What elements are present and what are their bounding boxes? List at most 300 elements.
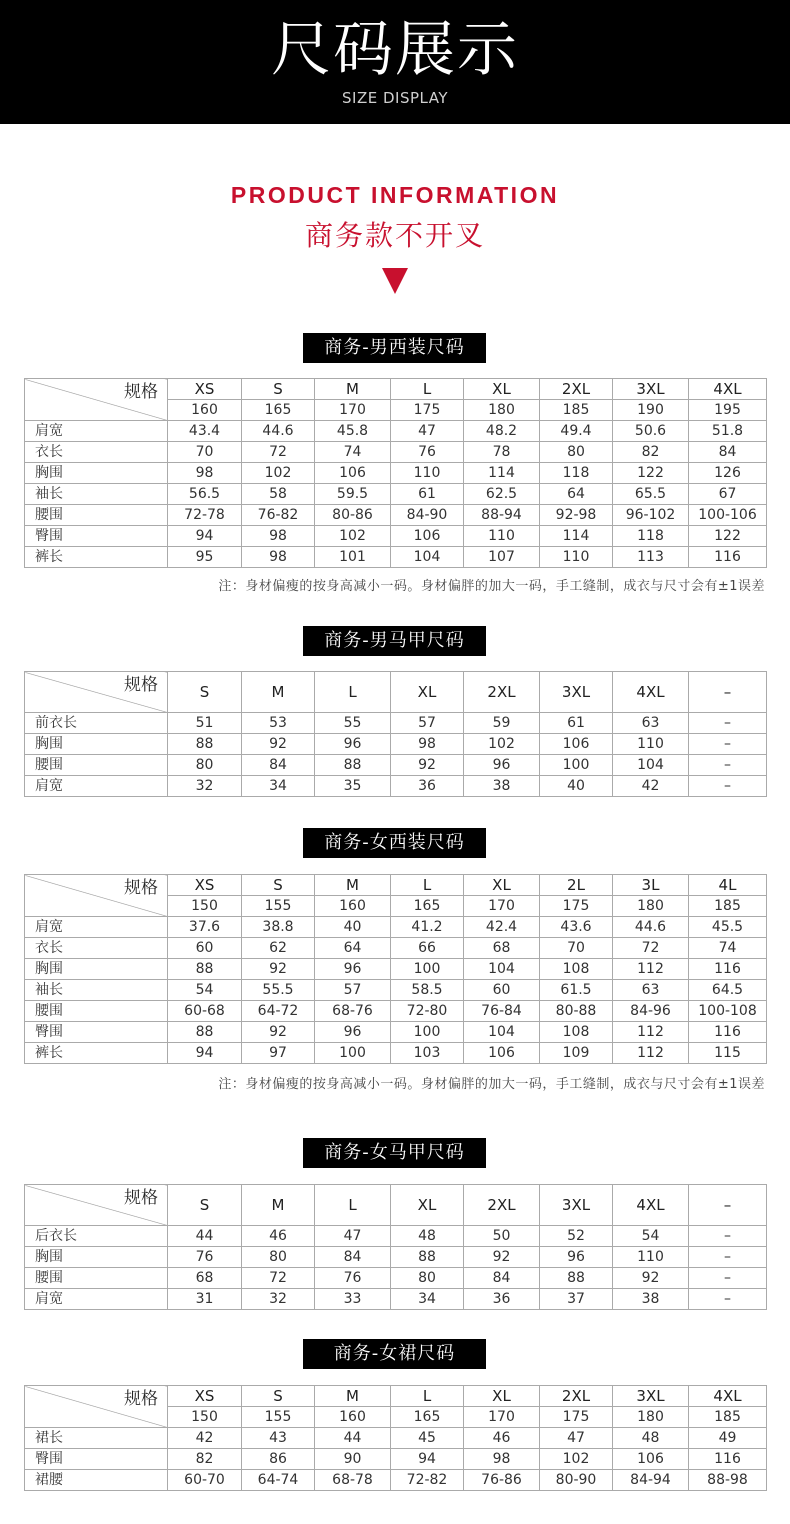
height-cell: 195	[689, 400, 767, 421]
table-cell: 63	[613, 713, 689, 734]
size-header-cell: 2L	[540, 875, 613, 896]
table-cell: 92	[242, 1022, 315, 1043]
table-cell: 112	[613, 1043, 689, 1064]
table-cell: 60	[168, 938, 242, 959]
table-cell: 104	[613, 755, 689, 776]
table-cell: 41.2	[391, 917, 464, 938]
row-label: 前衣长	[25, 713, 168, 734]
table-cell: 100	[540, 755, 613, 776]
table-row	[25, 1428, 767, 1449]
header-row	[25, 379, 767, 400]
page-title: 尺码展示	[271, 15, 519, 85]
table-cell: 43.4	[168, 421, 242, 442]
table-cell: 112	[613, 959, 689, 980]
size-header-cell: 3XL	[540, 672, 613, 713]
table-cell: 88	[168, 734, 242, 755]
table-cell: 68	[168, 1268, 242, 1289]
table-cell: 84-96	[613, 1001, 689, 1022]
table-cell: 86	[242, 1449, 315, 1470]
table-cell: 110	[613, 734, 689, 755]
table-cell: 50.6	[613, 421, 689, 442]
row-label: 裙长	[25, 1428, 168, 1449]
table-cell: 100	[315, 1043, 391, 1064]
table-row	[25, 1268, 767, 1289]
table-cell: 116	[689, 1022, 767, 1043]
table-cell: 98	[168, 463, 242, 484]
section-title-womens-skirt: 商务-女裙尺码	[303, 1339, 486, 1369]
table-cell: 107	[464, 547, 540, 568]
table-cell: 59	[464, 713, 540, 734]
table-cell: 72	[613, 938, 689, 959]
table-cell: 113	[613, 547, 689, 568]
table-cell: 88	[168, 959, 242, 980]
table-cell: 56.5	[168, 484, 242, 505]
row-label: 腰围	[25, 1001, 168, 1022]
table-cell: 60	[464, 980, 540, 1001]
table-cell: 84	[689, 442, 767, 463]
table-cell: 68	[464, 938, 540, 959]
size-header-cell: M	[242, 1185, 315, 1226]
table-cell: 57	[315, 980, 391, 1001]
table-cell: 32	[242, 1289, 315, 1310]
row-label: 臀围	[25, 1022, 168, 1043]
size-header-cell: 2XL	[464, 672, 540, 713]
table-cell: 100	[391, 959, 464, 980]
table-cell: 44.6	[242, 421, 315, 442]
table-cell: 46	[464, 1428, 540, 1449]
table-cell: 45.5	[689, 917, 767, 938]
table-cell: 44	[168, 1226, 242, 1247]
table-cell: 53	[242, 713, 315, 734]
table-cell: 43.6	[540, 917, 613, 938]
table-row	[25, 1470, 767, 1491]
table-cell: 61	[391, 484, 464, 505]
table-cell: 100-106	[689, 505, 767, 526]
womens-suit-size-table	[24, 874, 767, 1064]
title-banner	[0, 0, 790, 124]
spec-label: 规格	[124, 1389, 158, 1409]
table-cell: –	[689, 713, 767, 734]
product-subheading: 商务款不开叉	[304, 219, 485, 252]
table-cell: 104	[391, 547, 464, 568]
table-cell: 47	[540, 1428, 613, 1449]
table-cell: 94	[168, 1043, 242, 1064]
size-header-cell: 4XL	[613, 1185, 689, 1226]
table-cell: 64.5	[689, 980, 767, 1001]
table-cell: 40	[315, 917, 391, 938]
height-cell: 165	[391, 896, 464, 917]
table-cell: 76-84	[464, 1001, 540, 1022]
table-cell: 100	[391, 1022, 464, 1043]
row-label: 肩宽	[25, 1289, 168, 1310]
table-cell: 84-94	[613, 1470, 689, 1491]
table-cell: 47	[315, 1226, 391, 1247]
row-label: 肩宽	[25, 776, 168, 797]
table-cell: 42.4	[464, 917, 540, 938]
table-row	[25, 526, 767, 547]
table-cell: 101	[315, 547, 391, 568]
table-cell: 67	[689, 484, 767, 505]
table-cell: 97	[242, 1043, 315, 1064]
table-cell: 57	[391, 713, 464, 734]
table-cell: 102	[315, 526, 391, 547]
height-cell: 180	[464, 400, 540, 421]
row-label: 后衣长	[25, 1226, 168, 1247]
spec-header-cell	[25, 1185, 168, 1226]
table-cell: 61.5	[540, 980, 613, 1001]
table-cell: 110	[540, 547, 613, 568]
row-label: 裙腰	[25, 1470, 168, 1491]
table-cell: 88-94	[464, 505, 540, 526]
table-cell: 68-76	[315, 1001, 391, 1022]
size-header-cell: 4L	[689, 875, 767, 896]
table-cell: 68-78	[315, 1470, 391, 1491]
size-header-cell: 4XL	[689, 1386, 767, 1407]
size-header-cell: 2XL	[464, 1185, 540, 1226]
womens-vest-size-table	[24, 1184, 767, 1310]
table-cell: 54	[613, 1226, 689, 1247]
table-cell: 74	[315, 442, 391, 463]
height-cell: 185	[689, 896, 767, 917]
table-cell: 47	[391, 421, 464, 442]
table-cell: 38.8	[242, 917, 315, 938]
table-cell: 96	[315, 734, 391, 755]
product-info-heading: PRODUCT INFORMATION	[230, 182, 560, 208]
row-label: 衣长	[25, 938, 168, 959]
table-cell: 62	[242, 938, 315, 959]
spec-header-cell	[25, 1386, 168, 1428]
size-header-cell: 2XL	[540, 379, 613, 400]
table-cell: 80	[391, 1268, 464, 1289]
table-cell: 37.6	[168, 917, 242, 938]
size-header-cell: M	[242, 672, 315, 713]
mens-suit-size-table	[24, 378, 767, 568]
spec-label: 规格	[124, 1188, 158, 1208]
spec-header-cell	[25, 672, 168, 713]
size-note: 注：身材偏瘦的按身高减小一码。身材偏胖的加大一码，手工缝制，成衣与尺寸会有±1误差	[218, 579, 765, 594]
table-cell: –	[689, 1268, 767, 1289]
table-cell: 110	[464, 526, 540, 547]
size-header-cell: XS	[168, 875, 242, 896]
table-row	[25, 442, 767, 463]
size-header-cell: M	[315, 379, 391, 400]
section-title-mens-vest: 商务-男马甲尺码	[303, 626, 486, 656]
header-row	[25, 672, 767, 713]
page-subtitle: SIZE DISPLAY	[342, 89, 448, 107]
size-header-cell: XS	[168, 1386, 242, 1407]
table-cell: 98	[242, 526, 315, 547]
table-row	[25, 421, 767, 442]
height-cell: 190	[613, 400, 689, 421]
row-label: 腰围	[25, 755, 168, 776]
row-label: 裤长	[25, 547, 168, 568]
size-header-cell: L	[391, 1386, 464, 1407]
table-cell: 54	[168, 980, 242, 1001]
table-cell: 76	[315, 1268, 391, 1289]
spec-label: 规格	[124, 878, 158, 898]
table-cell: 103	[391, 1043, 464, 1064]
table-cell: 122	[613, 463, 689, 484]
table-row	[25, 484, 767, 505]
height-cell: 175	[540, 896, 613, 917]
table-cell: 60-70	[168, 1470, 242, 1491]
height-cell: 170	[464, 1407, 540, 1428]
table-cell: 80-88	[540, 1001, 613, 1022]
size-header-cell: 3L	[613, 875, 689, 896]
table-cell: 33	[315, 1289, 391, 1310]
height-cell: 150	[168, 1407, 242, 1428]
size-header-cell: S	[168, 1185, 242, 1226]
row-label: 裤长	[25, 1043, 168, 1064]
table-cell: 90	[315, 1449, 391, 1470]
height-cell: 170	[464, 896, 540, 917]
row-label: 衣长	[25, 442, 168, 463]
table-cell: –	[689, 1247, 767, 1268]
table-cell: 48	[613, 1428, 689, 1449]
table-cell: 58.5	[391, 980, 464, 1001]
table-cell: 70	[168, 442, 242, 463]
table-cell: 108	[540, 1022, 613, 1043]
table-cell: 45.8	[315, 421, 391, 442]
table-cell: 96	[315, 1022, 391, 1043]
table-cell: 46	[242, 1226, 315, 1247]
section-title-womens-vest: 商务-女马甲尺码	[303, 1138, 486, 1168]
table-cell: 80-90	[540, 1470, 613, 1491]
table-cell: 88	[315, 755, 391, 776]
table-cell: 36	[464, 1289, 540, 1310]
table-cell: 52	[540, 1226, 613, 1247]
size-header-cell: –	[689, 1185, 767, 1226]
table-cell: 110	[613, 1247, 689, 1268]
table-cell: 126	[689, 463, 767, 484]
table-row	[25, 1001, 767, 1022]
row-label: 臀围	[25, 1449, 168, 1470]
table-cell: 88	[540, 1268, 613, 1289]
size-header-cell: XL	[464, 875, 540, 896]
size-header-cell: XL	[391, 672, 464, 713]
table-cell: 106	[464, 1043, 540, 1064]
table-cell: 65.5	[613, 484, 689, 505]
table-cell: 31	[168, 1289, 242, 1310]
section-title-mens-suit: 商务-男西装尺码	[303, 333, 486, 363]
spec-label: 规格	[124, 382, 158, 402]
spec-header-cell	[25, 875, 168, 917]
table-cell: 55	[315, 713, 391, 734]
table-cell: 82	[613, 442, 689, 463]
table-cell: 84	[242, 755, 315, 776]
table-cell: 114	[540, 526, 613, 547]
section-title-womens-suit: 商务-女西装尺码	[303, 828, 486, 858]
size-header-cell: –	[689, 672, 767, 713]
table-cell: 72-82	[391, 1470, 464, 1491]
table-cell: 58	[242, 484, 315, 505]
table-row	[25, 755, 767, 776]
header-row	[25, 1185, 767, 1226]
table-cell: 94	[391, 1449, 464, 1470]
height-cell: 150	[168, 896, 242, 917]
table-cell: 64	[540, 484, 613, 505]
height-cell: 155	[242, 1407, 315, 1428]
table-cell: 61	[540, 713, 613, 734]
table-cell: 49.4	[540, 421, 613, 442]
table-cell: 84-90	[391, 505, 464, 526]
height-cell: 175	[540, 1407, 613, 1428]
size-header-cell: 2XL	[540, 1386, 613, 1407]
height-cell: 155	[242, 896, 315, 917]
table-row	[25, 776, 767, 797]
table-cell: 36	[391, 776, 464, 797]
table-cell: 60-68	[168, 1001, 242, 1022]
table-cell: 92	[242, 734, 315, 755]
table-row	[25, 547, 767, 568]
table-cell: 102	[242, 463, 315, 484]
table-cell: 102	[540, 1449, 613, 1470]
table-row	[25, 1289, 767, 1310]
size-header-cell: M	[315, 1386, 391, 1407]
size-header-cell: 3XL	[613, 1386, 689, 1407]
table-cell: 96	[464, 755, 540, 776]
table-cell: 84	[315, 1247, 391, 1268]
table-cell: 63	[613, 980, 689, 1001]
size-header-cell: L	[315, 672, 391, 713]
size-header-cell: XL	[464, 1386, 540, 1407]
table-cell: 76	[168, 1247, 242, 1268]
table-row	[25, 1226, 767, 1247]
table-cell: 96	[315, 959, 391, 980]
size-header-cell: S	[168, 672, 242, 713]
row-label: 胸围	[25, 734, 168, 755]
table-cell: 37	[540, 1289, 613, 1310]
row-label: 腰围	[25, 1268, 168, 1289]
table-cell: 40	[540, 776, 613, 797]
size-header-cell: S	[242, 379, 315, 400]
table-cell: 44	[315, 1428, 391, 1449]
table-row	[25, 917, 767, 938]
table-cell: 116	[689, 547, 767, 568]
table-cell: 48	[391, 1226, 464, 1247]
table-cell: 104	[464, 959, 540, 980]
table-cell: 51	[168, 713, 242, 734]
table-cell: 92	[613, 1268, 689, 1289]
spec-label: 规格	[124, 675, 158, 695]
height-cell: 180	[613, 896, 689, 917]
size-header-cell: 3XL	[540, 1185, 613, 1226]
table-cell: 44.6	[613, 917, 689, 938]
row-label: 胸围	[25, 959, 168, 980]
size-header-cell: 4XL	[689, 379, 767, 400]
table-cell: 82	[168, 1449, 242, 1470]
table-cell: 96-102	[613, 505, 689, 526]
table-cell: 88	[391, 1247, 464, 1268]
size-header-cell: S	[242, 1386, 315, 1407]
size-header-cell: XL	[464, 379, 540, 400]
size-header-cell: XL	[391, 1185, 464, 1226]
row-label: 臀围	[25, 526, 168, 547]
table-cell: 45	[391, 1428, 464, 1449]
table-cell: 100-108	[689, 1001, 767, 1022]
table-cell: 108	[540, 959, 613, 980]
height-cell: 165	[242, 400, 315, 421]
height-cell: 175	[391, 400, 464, 421]
table-cell: 92	[391, 755, 464, 776]
table-cell: 102	[464, 734, 540, 755]
size-note: 注：身材偏瘦的按身高减小一码。身材偏胖的加大一码，手工缝制，成衣与尺寸会有±1误差	[218, 1077, 765, 1092]
table-row	[25, 1022, 767, 1043]
table-cell: 112	[613, 1022, 689, 1043]
size-header-cell: L	[391, 379, 464, 400]
table-cell: 115	[689, 1043, 767, 1064]
table-row	[25, 463, 767, 484]
table-cell: 50	[464, 1226, 540, 1247]
row-label: 袖长	[25, 980, 168, 1001]
table-row	[25, 1449, 767, 1470]
row-label: 袖长	[25, 484, 168, 505]
table-row	[25, 713, 767, 734]
size-header-cell: 4XL	[613, 672, 689, 713]
size-header-cell: XS	[168, 379, 242, 400]
table-cell: 104	[464, 1022, 540, 1043]
table-row	[25, 959, 767, 980]
table-cell: 64-72	[242, 1001, 315, 1022]
table-cell: 106	[540, 734, 613, 755]
table-cell: 116	[689, 959, 767, 980]
table-cell: 38	[613, 1289, 689, 1310]
table-cell: 72-80	[391, 1001, 464, 1022]
table-cell: 34	[391, 1289, 464, 1310]
table-cell: 62.5	[464, 484, 540, 505]
table-cell: 106	[613, 1449, 689, 1470]
header-row	[25, 1386, 767, 1407]
table-cell: 59.5	[315, 484, 391, 505]
height-cell: 180	[613, 1407, 689, 1428]
table-cell: –	[689, 1226, 767, 1247]
height-cell: 160	[315, 1407, 391, 1428]
table-cell: 88-98	[689, 1470, 767, 1491]
row-label: 肩宽	[25, 917, 168, 938]
table-cell: –	[689, 755, 767, 776]
table-cell: 76-86	[464, 1470, 540, 1491]
table-cell: 32	[168, 776, 242, 797]
table-cell: 118	[613, 526, 689, 547]
table-row	[25, 938, 767, 959]
table-cell: 48.2	[464, 421, 540, 442]
height-cell: 170	[315, 400, 391, 421]
height-cell: 185	[540, 400, 613, 421]
size-header-cell: L	[391, 875, 464, 896]
table-cell: 43	[242, 1428, 315, 1449]
table-cell: 114	[464, 463, 540, 484]
table-cell: 72-78	[168, 505, 242, 526]
table-cell: 106	[315, 463, 391, 484]
table-cell: 42	[613, 776, 689, 797]
table-cell: –	[689, 1289, 767, 1310]
table-cell: 42	[168, 1428, 242, 1449]
table-cell: 34	[242, 776, 315, 797]
table-cell: 98	[464, 1449, 540, 1470]
table-cell: 72	[242, 442, 315, 463]
table-cell: 106	[391, 526, 464, 547]
table-cell: –	[689, 776, 767, 797]
table-cell: 92	[242, 959, 315, 980]
table-cell: 118	[540, 463, 613, 484]
table-row	[25, 980, 767, 1001]
table-cell: 109	[540, 1043, 613, 1064]
table-cell: 70	[540, 938, 613, 959]
table-cell: 66	[391, 938, 464, 959]
size-header-cell: L	[315, 1185, 391, 1226]
table-cell: 98	[391, 734, 464, 755]
table-cell: 94	[168, 526, 242, 547]
